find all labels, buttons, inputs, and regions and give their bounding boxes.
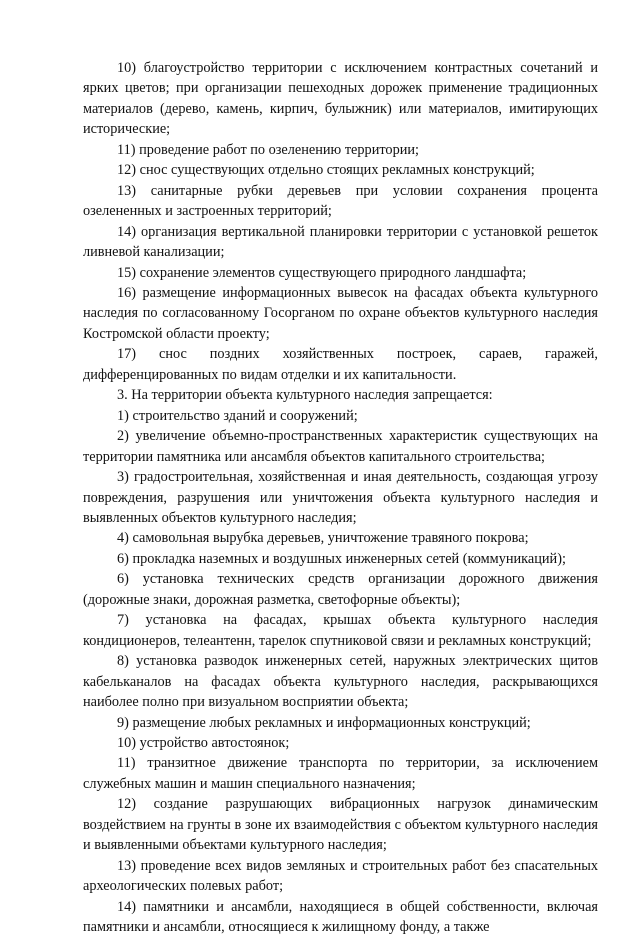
prohibition-item-12: 12) создание разрушающих вибрационных нагрузок динамическим воздействием на грунты в зоне их взаимодействия с объектом культурного наследия и выявленными объектами культурного наследия; [83, 796, 598, 854]
document-page [83, 58, 598, 937]
prohibition-item-8: 8) установка разводок инженерных сетей, наружных электрических щитов кабельканалов на фасадах объекта культурного наследия, раскрывающихся наиболее полно при визуальном восприятии объекта; [83, 653, 598, 711]
prohibition-item-13: 13) проведение всех видов земляных и строительных работ без спасательных археологических полевых работ; [83, 857, 598, 895]
prohibition-item-6-networks: 6) прокладка наземных и воздушных инженерных сетей (коммуникаций); [117, 550, 566, 567]
prohibition-item-7: 7) установка на фасадах, крышах объекта культурного наследия кондиционеров, телеантенн, тарелок спутниковой связи и рекламных конструкций; [83, 612, 598, 649]
paragraph-item-13-sanitary-felling: 13) санитарные рубки деревьев при условии сохранения процента озелененных и застроенных территорий; [83, 182, 598, 220]
paragraph-item-11-greening: 11) проведение работ по озеленению территории; [117, 141, 419, 158]
prohibition-item-3: 3) градостроительная, хозяйственная и иная деятельность, создающая угрозу повреждения, разрушения или уничтожения объекта культурного наследия и выявленных объектов культурного наследия; [83, 469, 598, 526]
section-heading-prohibitions: 3. На территории объекта культурного наследия запрещается: [117, 387, 493, 404]
prohibition-item-6-traffic-means: 6) установка технических средств организации дорожного движения (дорожные знаки, дорожная разметка, светофорные объекты); [83, 571, 598, 608]
paragraph-item-15-landscape-preservation: 15) сохранение элементов существующего природного ландшафта; [117, 264, 527, 281]
prohibition-item-11: 11) транзитное движение транспорта по территории, за исключением служебных машин и машин специального назначения; [83, 755, 598, 792]
paragraph-item-16-signage: 16) размещение информационных вывесок на фасадах объекта культурного наследия по согласованному Госорганом по охране объектов культурного наследия Костромской области проекту; [83, 284, 598, 342]
prohibition-item-1: 1) строительство зданий и сооружений; [117, 407, 358, 424]
paragraph-item-14-vertical-planning: 14) организация вертикальной планировки территории с установкой решеток ливневой канализации; [83, 223, 598, 261]
paragraph-item-10-landscaping: 10) благоустройство территории с исключением контрастных сочетаний и ярких цветов; при организации пешеходных дорожек применение традиционных материалов (дерево, камень, кирпич, булыжник) или материалов, имитирующих исторические; [83, 60, 598, 138]
prohibition-item-2: 2) увеличение объемно-пространственных характеристик существующих на территории памятника или ансамбля объектов капитального строительства; [83, 428, 598, 465]
prohibition-item-14: 14) памятники и ансамбли, находящиеся в общей собственности, включая памятники и ансамбли, относящиеся к жилищному фонду, а также [83, 898, 598, 936]
paragraph-item-17-demolition: 17) снос поздних хозяйственных построек, сараев, гаражей, дифференцированных по видам отделки и их капитальности. [83, 346, 598, 383]
prohibition-item-10: 10) устройство автостоянок; [117, 734, 290, 751]
paragraph-item-12-ad-removal: 12) снос существующих отдельно стоящих рекламных конструкций; [117, 162, 535, 179]
prohibition-item-4: 4) самовольная вырубка деревьев, уничтожение травяного покрова; [117, 530, 529, 547]
prohibition-item-9: 9) размещение любых рекламных и информационных конструкций; [117, 714, 531, 731]
